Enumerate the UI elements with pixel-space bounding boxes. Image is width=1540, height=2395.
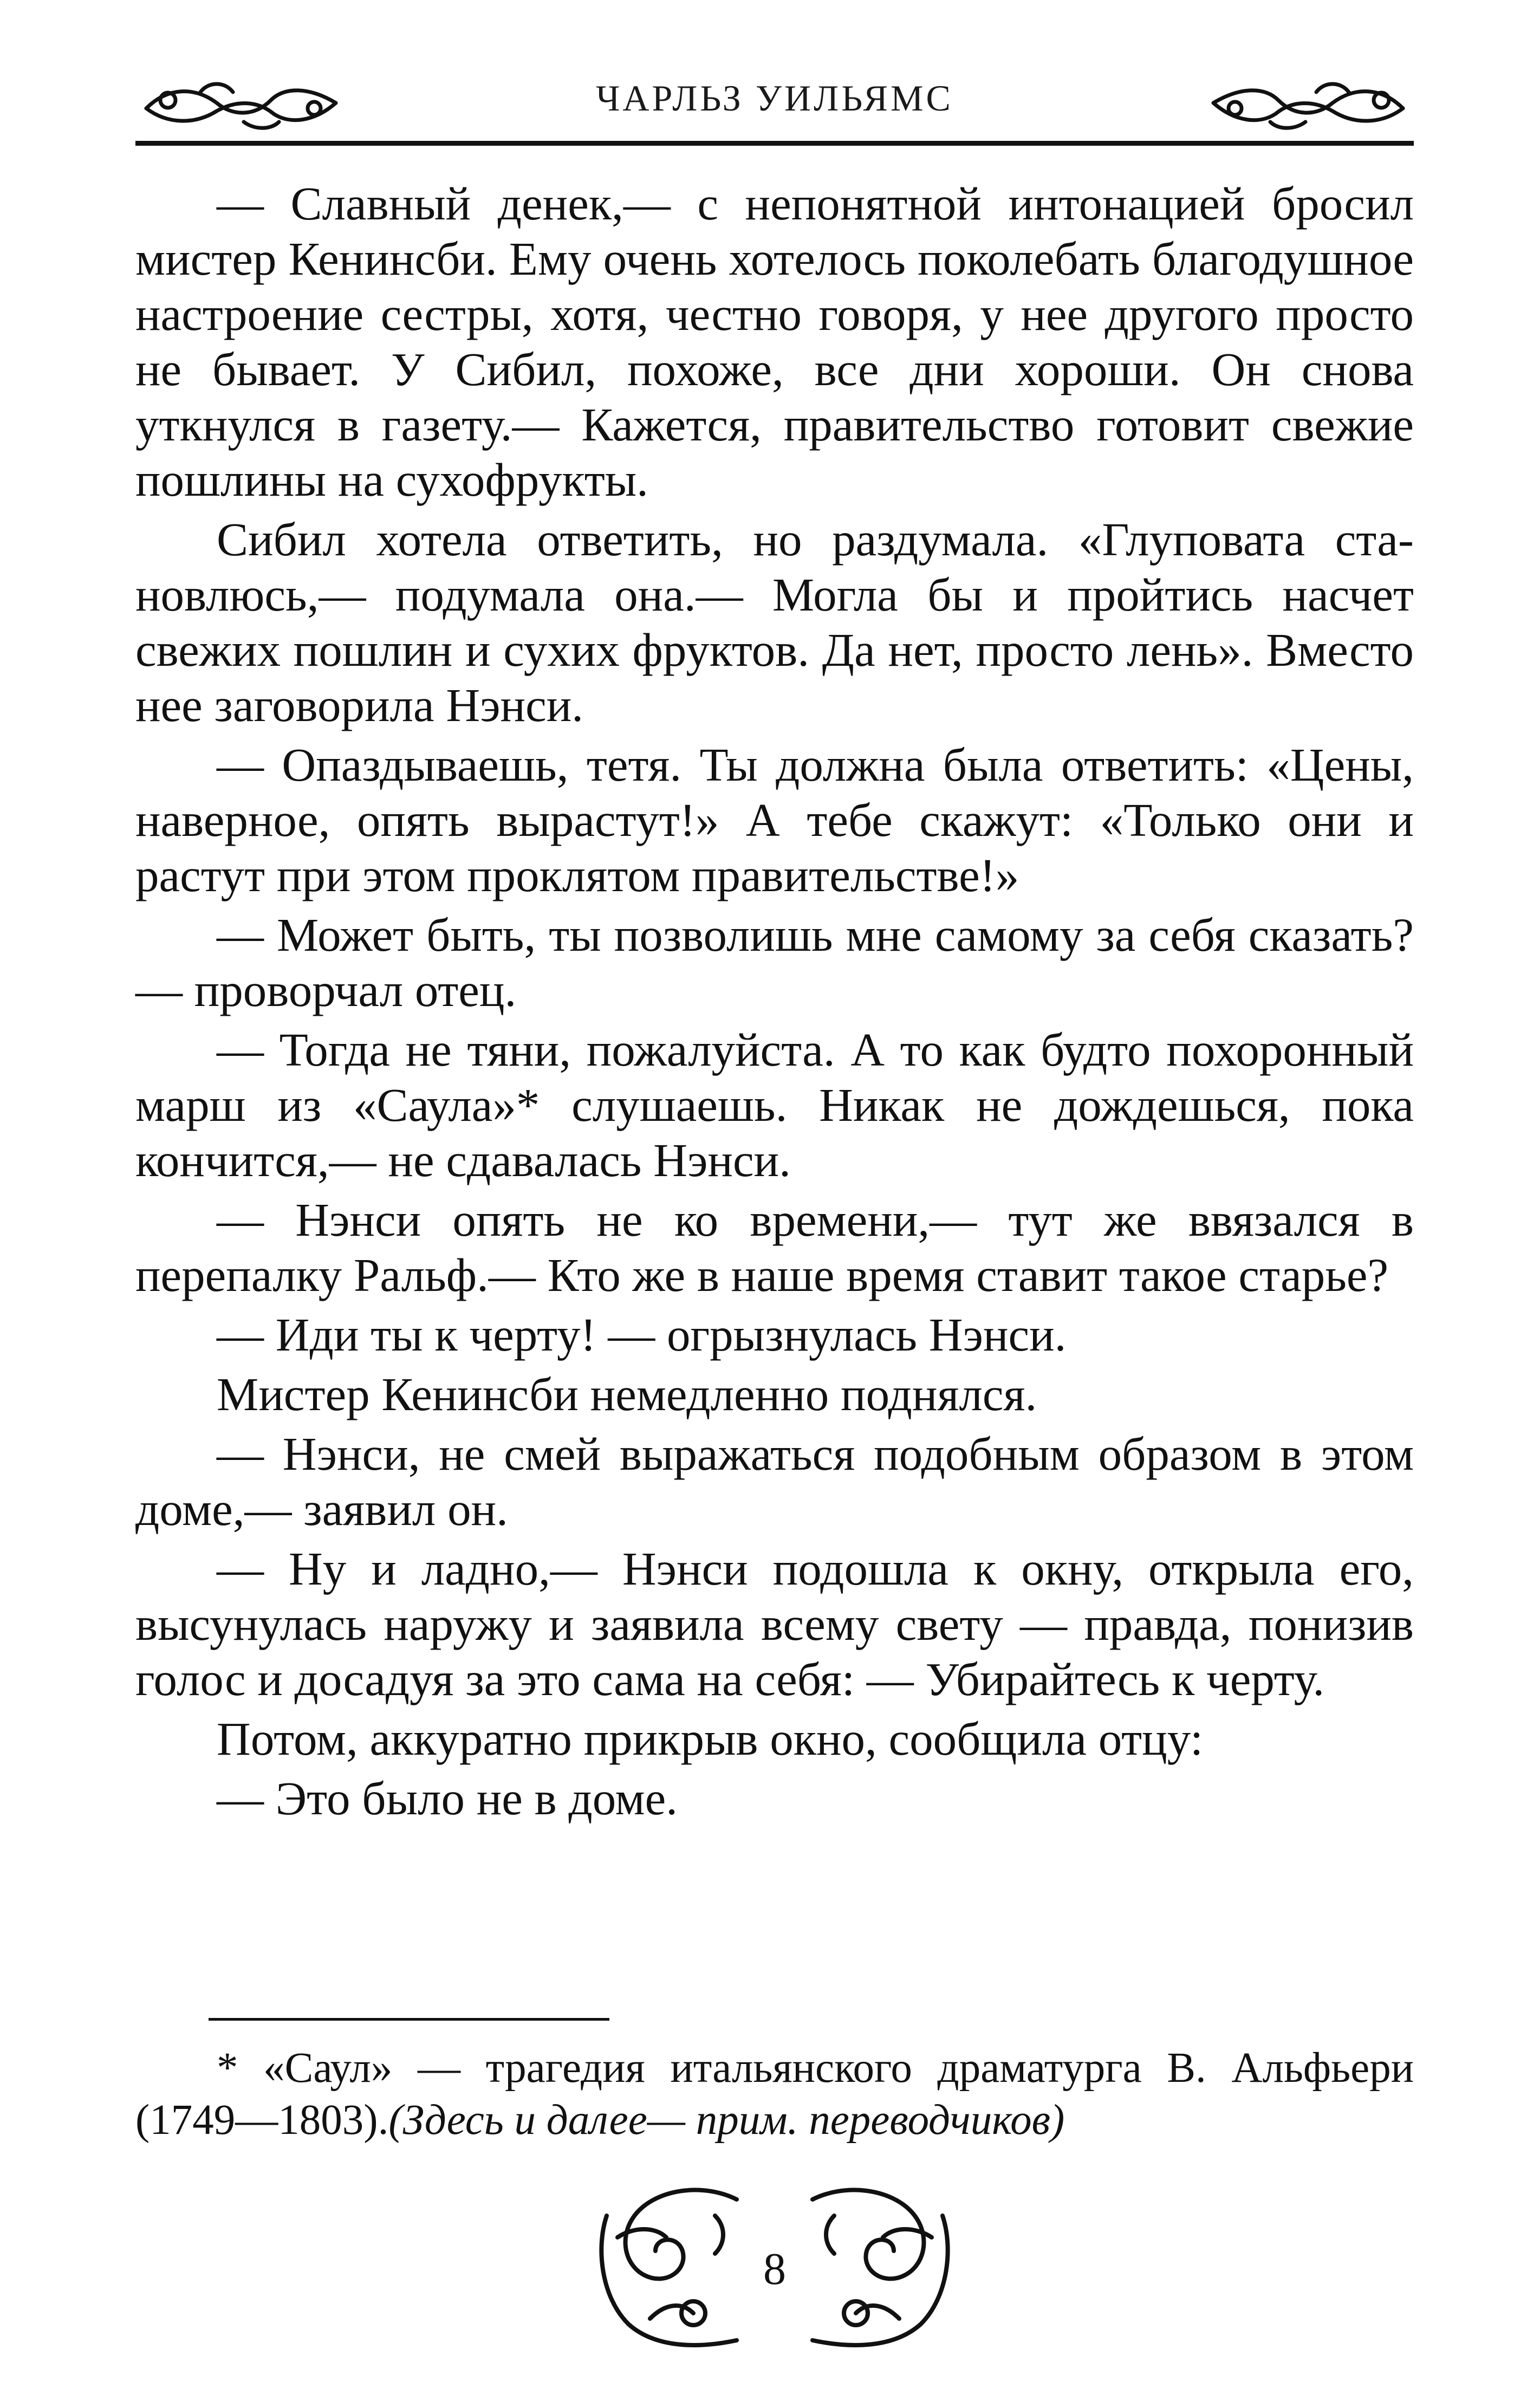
paragraph: — Может быть, ты позволишь мне самому за себя сказать? — проворчал отец.	[135, 908, 1414, 1016]
running-title: ЧАРЛЬЗ УИЛЬЯМС	[596, 77, 953, 119]
paragraph: Потом, аккуратно прикрыв окно, сообщила отцу:	[217, 1712, 1204, 1765]
paragraph: — Ну и ладно,— Нэнси подошла к окну, открыла его, высунулась наружу и заявила всему свету — правда, понизив голос и досадуя за это сама на себя: — Убирайтесь к черту.	[135, 1542, 1414, 1705]
paragraph: Сибил хотела ответить, но раздумала. «Глуповата становлюсь,— подумала она.— Могла бы и пройтись насчет свежих пошлин и сухих фруктов. Да нет, просто лень». Вместо нее заговорила Нэнси.	[135, 513, 1414, 731]
header-rule	[135, 141, 1414, 146]
paragraph: — Тогда не тяни, пожалуйста. А то как будто похоронный марш из «Саула»* слушаешь. Никак не дождешься, пока кончится,— не сдавалась Нэнси.	[135, 1023, 1414, 1186]
page-number: 8	[763, 2244, 786, 2294]
footnote-text: * «Саул» — трагедия итальянского драматурга В. Альфьери (1749—1803).	[135, 2044, 1414, 2144]
ornament-bottom-right-icon	[802, 2178, 964, 2357]
ornament-right-icon	[1203, 70, 1414, 135]
paragraph: — Это было не в доме.	[217, 1772, 678, 1825]
footnote-translator-note: (Здесь и далее— прим. переводчиков)	[388, 2097, 1065, 2144]
paragraph: Мистер Кенинсби немедленно поднялся.	[217, 1368, 1037, 1420]
footnote	[135, 2042, 1414, 2146]
paragraph: — Славный денек,— с непонятной интонацией бросил мистер Кенинсби. Ему очень хотелось поколебать благодушное настроение сестры, хотя, честно говоря, у нее другого просто не бывает. У Сибил, похоже, все дни хороши. Он снова уткнулся в газету.— Кажется, правительство готовит свежие пошлины на сухофрукты.	[135, 177, 1414, 506]
paragraph: — Иди ты к черту! — огрызнулась Нэнси.	[217, 1308, 1067, 1361]
main-text	[135, 176, 1414, 1831]
paragraph: — Опаздываешь, тетя. Ты должна была ответить: «Цены, наверное, опять вырастут!» А тебе скажут: «Только они и растут при этом проклятом правительстве!»	[135, 738, 1414, 901]
paragraph: — Нэнси, не смей выражаться подобным образом в этом доме,— заявил он.	[135, 1427, 1414, 1535]
page-header	[135, 65, 1414, 152]
page-footer	[585, 2178, 964, 2357]
footnote-divider	[209, 2018, 609, 2021]
ornament-bottom-left-icon	[585, 2178, 748, 2357]
paragraph: — Нэнси опять не ко времени,— тут же ввязался в перепалку Ральф.— Кто же в наше время ставит такое старье?	[135, 1193, 1414, 1301]
